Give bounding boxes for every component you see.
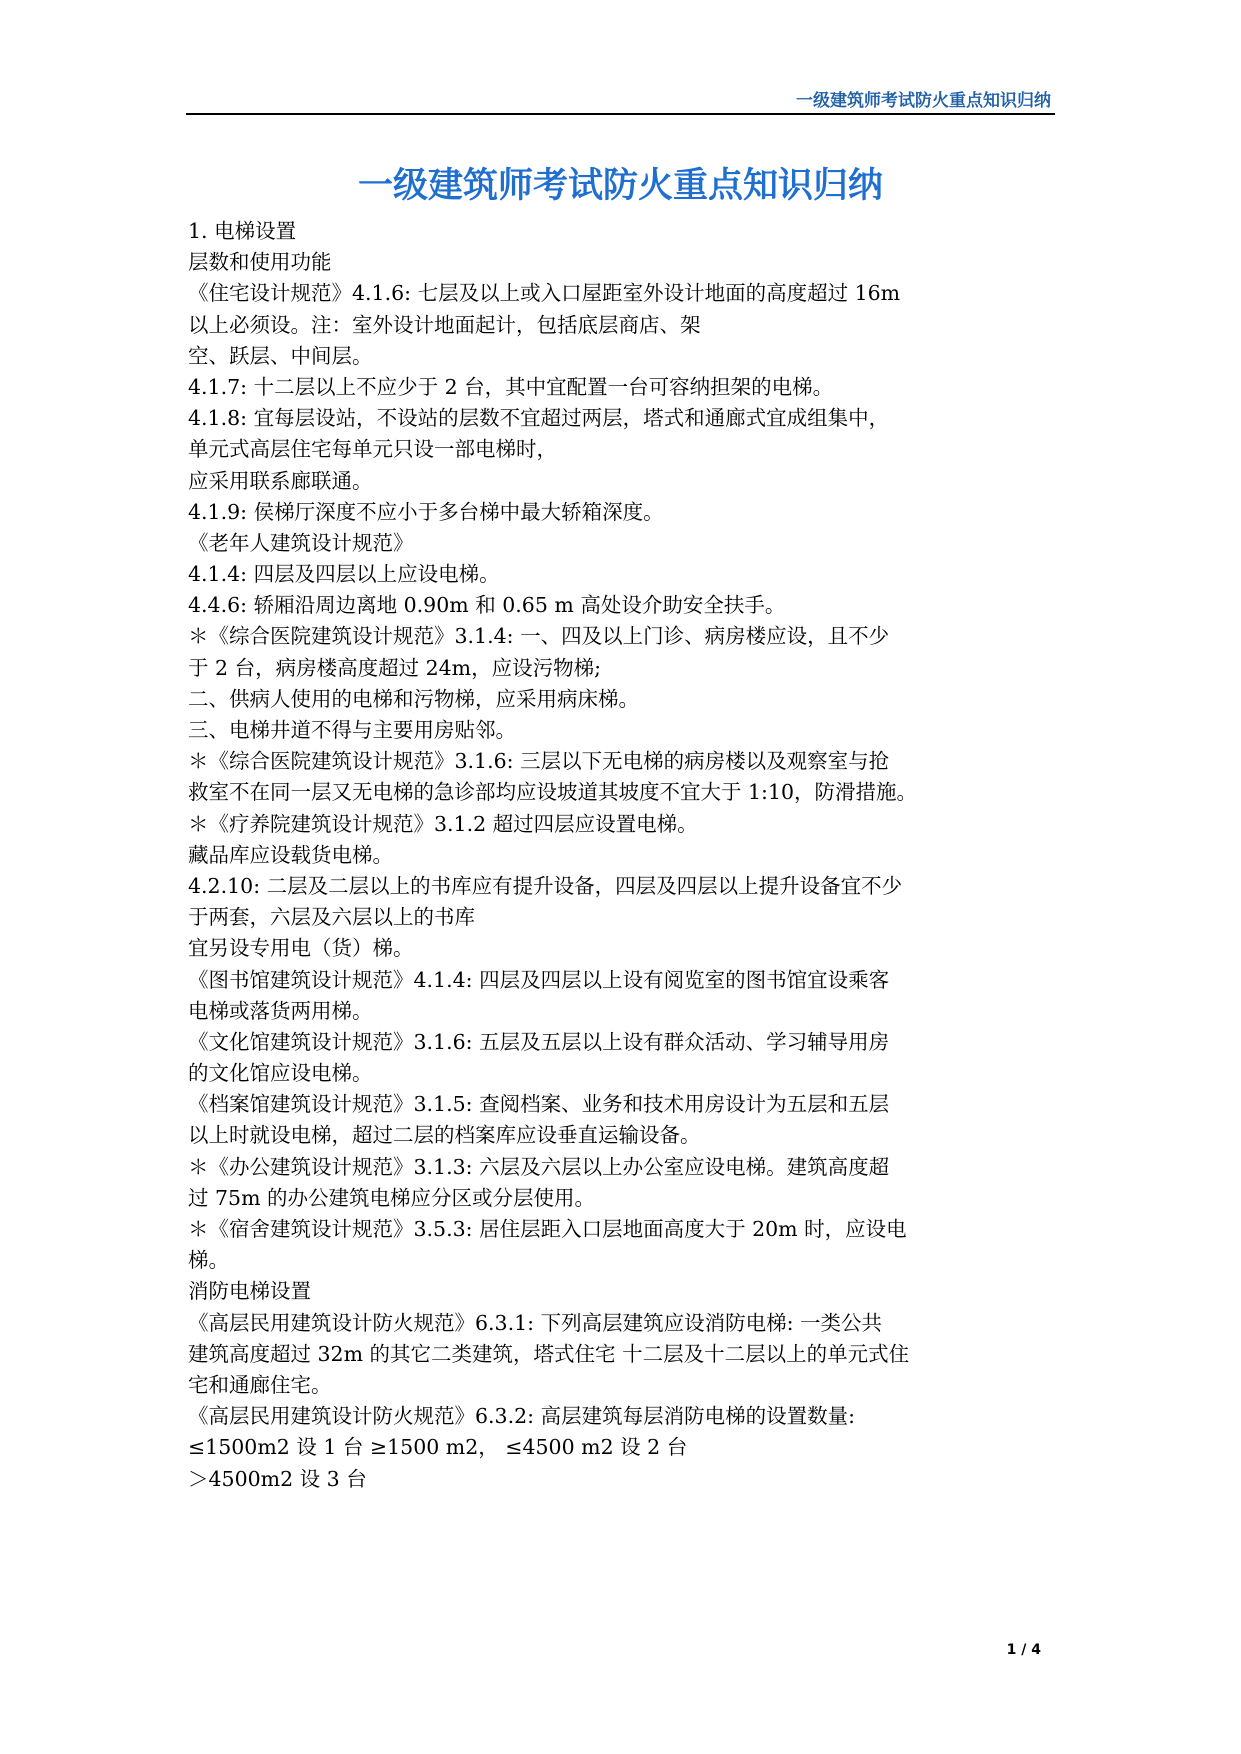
document-body xyxy=(188,216,1058,1495)
body-line: 过 75m 的办公建筑电梯应分区或分层使用。 xyxy=(188,1185,596,1210)
body-line: 于两套，六层及六层以上的书库 xyxy=(188,905,475,930)
body-line: 《高层民用建筑设计防火规范》6.3.2: 高层建筑每层消防电梯的设置数量: xyxy=(188,1404,855,1429)
body-line: ＊《综合医院建筑设计规范》3.1.6: 三层以下无电梯的病房楼以及观察室与抢 xyxy=(188,749,890,774)
body-line: 的文化馆应设电梯。 xyxy=(188,1061,373,1086)
body-line: 电梯或落货两用梯。 xyxy=(188,998,373,1023)
body-line: 4.1.8: 宜每层设站，不设站的层数不宜超过两层，塔式和通廊式宜成组集中， xyxy=(188,406,890,431)
body-line: 藏品库应设载货电梯。 xyxy=(188,842,393,867)
body-line: 4.1.9: 侯梯厅深度不应小于多台梯中最大轿箱深度。 xyxy=(188,499,664,524)
body-line: 宜另设专用电（货）梯。 xyxy=(188,936,414,961)
body-line: 《档案馆建筑设计规范》3.1.5: 查阅档案、业务和技术用房设计为五层和五层 xyxy=(188,1092,890,1117)
body-line: 《住宅设计规范》4.1.6: 七层及以上或入口屋距室外设计地面的高度超过 16m xyxy=(188,281,901,306)
body-line: 空、跃层、中间层。 xyxy=(188,343,373,368)
body-line: 《图书馆建筑设计规范》4.1.4: 四层及四层以上设有阅览室的图书馆宜设乘客 xyxy=(188,967,890,992)
body-line: 4.2.10: 二层及二层以上的书库应有提升设备，四层及四层以上提升设备宜不少 xyxy=(188,873,903,898)
body-line: 应采用联系廊联通。 xyxy=(188,468,373,493)
body-line: 《老年人建筑设计规范》 xyxy=(188,530,414,555)
body-line: 三、电梯井道不得与主要用房贴邻。 xyxy=(188,718,516,742)
body-line: 二、供病人使用的电梯和污物梯，应采用病床梯。 xyxy=(188,686,639,711)
body-line: ＞4500m2 设 3 台 xyxy=(188,1466,367,1491)
body-line: 《文化馆建筑设计规范》3.1.6: 五层及五层以上设有群众活动、学习辅导用房 xyxy=(188,1029,890,1054)
page-number: 1 / 4 xyxy=(1006,1642,1041,1658)
body-line: 4.4.6: 轿厢沿周边离地 0.90m 和 0.65 m 高处设介助安全扶手。 xyxy=(188,593,786,618)
body-line: 消防电梯设置 xyxy=(188,1279,311,1304)
body-line: ≤1500m2 设 1 台 ≥1500 m2， ≤4500 m2 设 2 台 xyxy=(188,1435,688,1460)
document-title: 一级建筑师考试防火重点知识归纳 xyxy=(357,166,883,206)
body-line: ＊《宿舍建筑设计规范》3.5.3: 居住层距入口层地面高度大于 20m 时，应设电 xyxy=(188,1217,907,1241)
body-line: 4.1.4: 四层及四层以上应设电梯。 xyxy=(188,562,500,587)
body-line: 建筑高度超过 32m 的其它二类建筑，塔式住宅 十二层及十二层以上的单元式住 xyxy=(188,1341,910,1366)
body-line: 1. 电梯设置 xyxy=(188,219,297,243)
body-line: 宅和通廊住宅。 xyxy=(188,1372,332,1397)
body-line: ＊《办公建筑设计规范》3.1.3: 六层及六层以上办公室应设电梯。建筑高度超 xyxy=(188,1154,890,1179)
body-line: 救室不在同一层又无电梯的急诊部均应设坡道其坡度不宜大于 1:10，防滑措施。 xyxy=(188,780,918,805)
body-line: 于 2 台，病房楼高度超过 24m，应设污物梯; xyxy=(188,655,602,680)
body-line: 《高层民用建筑设计防火规范》6.3.1: 下列高层建筑应设消防电梯: 一类公共 xyxy=(188,1310,883,1335)
body-line: ＊《疗养院建筑设计规范》3.1.2 超过四层应设置电梯。 xyxy=(188,811,698,836)
body-line: ＊《综合医院建筑设计规范》3.1.4: 一、四及以上门诊、病房楼应设，且不少 xyxy=(188,624,890,649)
header-divider xyxy=(186,113,1055,115)
body-line: 以上必须设。注：室外设计地面起计，包括底层商店、架 xyxy=(188,312,701,337)
body-line: 单元式高层住宅每单元只设一部电梯时， xyxy=(188,437,557,462)
body-line: 层数和使用功能 xyxy=(188,250,332,275)
body-line: 以上时就设电梯，超过二层的档案库应设垂直运输设备。 xyxy=(188,1123,701,1148)
running-header-title: 一级建筑师考试防火重点知识归纳 xyxy=(796,91,1051,111)
body-line: 4.1.7: 十二层以上不应少于 2 台，其中宜配置一台可容纳担架的电梯。 xyxy=(188,374,834,399)
body-line: 梯。 xyxy=(188,1248,229,1273)
